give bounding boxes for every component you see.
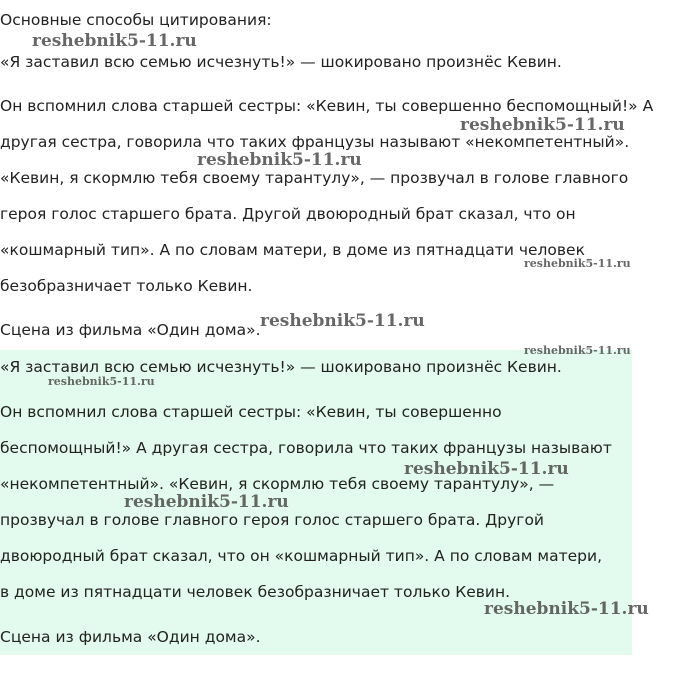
paragraph-line: прозвучал в голове главного героя голос старшего брата. Другой: [0, 511, 545, 529]
watermark: reshebnik5-11.ru: [124, 492, 289, 512]
paragraph-line: двоюродный брат сказал, что он «кошмарный тип». А по словам матери,: [0, 547, 602, 565]
paragraph-line: беспомощный!» А другая сестра, говорила что таких французы называют: [0, 439, 612, 457]
paragraph-line: «кошмарный тип». А по словам матери, в доме из пятнадцати человек: [0, 241, 585, 259]
paragraph-line: «Кевин, я скормлю тебя своему тарантулу», — прозвучал в голове главного: [0, 169, 629, 187]
watermark: reshebnik5-11.ru: [404, 459, 569, 479]
paragraph-line: безобразничает только Кевин.: [0, 277, 253, 295]
paragraph-line: Он вспомнил слова старшей сестры: «Кевин, ты совершенно: [0, 403, 502, 421]
paragraph-line: «некомпетентный». «Кевин, я скормлю тебя своему тарантулу», —: [0, 475, 555, 493]
paragraph-line: героя голос старшего брата. Другой двоюродный брат сказал, что он: [0, 205, 576, 223]
watermark: reshebnik5-11.ru: [524, 344, 631, 357]
watermark: reshebnik5-11.ru: [48, 375, 155, 388]
paragraph-line: Он вспомнил слова старшей сестры: «Кевин, ты совершенно беспомощный!» А: [0, 97, 654, 115]
watermark: reshebnik5-11.ru: [524, 257, 631, 270]
watermark: reshebnik5-11.ru: [32, 31, 197, 51]
watermark: reshebnik5-11.ru: [260, 311, 425, 331]
caption: Сцена из фильма «Один дома».: [0, 321, 261, 339]
paragraph-line: в доме из пятнадцати человек безобразничает только Кевин.: [0, 583, 511, 601]
paragraph-line: другая сестра, говорила что таких французы называют «некомпетентный».: [0, 133, 630, 151]
quote-line: «Я заставил всю семью исчезнуть!» — шокировано произнёс Кевин.: [0, 53, 562, 71]
watermark: reshebnik5-11.ru: [484, 599, 649, 619]
watermark: reshebnik5-11.ru: [460, 115, 625, 135]
section-heading: Основные способы цитирования:: [0, 11, 272, 29]
quote-line: «Я заставил всю семью исчезнуть!» — шокировано произнёс Кевин.: [0, 358, 562, 376]
caption: Сцена из фильма «Один дома».: [0, 628, 261, 646]
watermark: reshebnik5-11.ru: [197, 150, 362, 170]
